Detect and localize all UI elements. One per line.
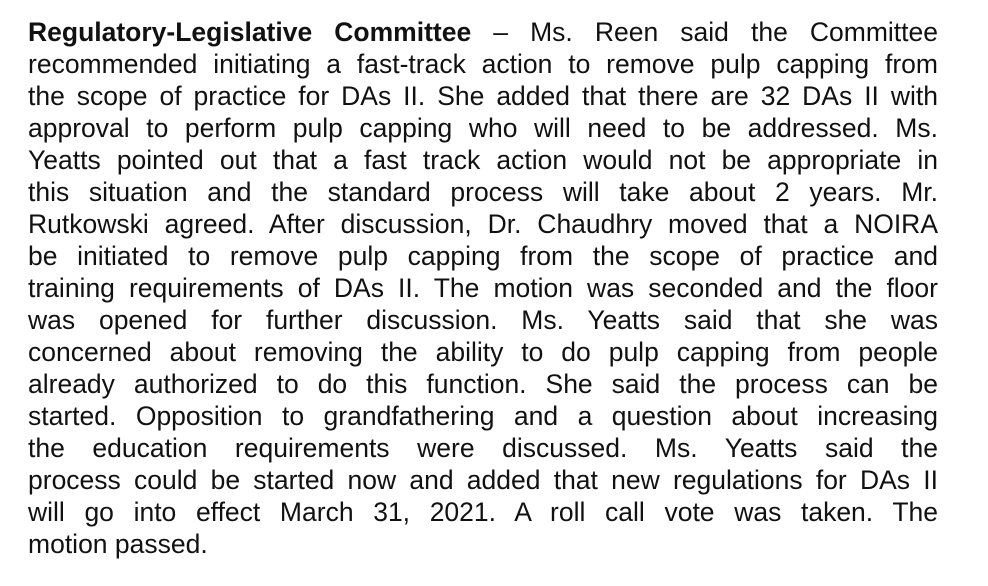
paragraph-line-7: Rutkowski agreed. After discussion, Dr. Chaudhry moved that a NOIRA (28, 209, 938, 239)
paragraph-line-15: process could be started now and added that new regulations for DAs II (28, 465, 938, 495)
paragraph-line-3: the scope of practice for DAs II. She added that there are 32 DAs II with (28, 81, 938, 111)
line-1-text: – Ms. Reen said the Committee (471, 17, 938, 47)
paragraph-line-11: concerned about removing the ability to do pulp capping from people (28, 337, 938, 367)
paragraph-line-16: will go into effect March 31, 2021. A roll call vote was taken. The (28, 497, 938, 527)
paragraph-line-8: be initiated to remove pulp capping from the scope of practice and (28, 241, 938, 271)
paragraph-line-6: this situation and the standard process will take about 2 years. Mr. (28, 177, 938, 207)
paragraph-line-1 (28, 16, 938, 48)
paragraph-line-14: the education requirements were discussed. Ms. Yeatts said the (28, 433, 938, 463)
document-paragraph (28, 16, 938, 560)
paragraph-line-2: recommended initiating a fast-track action to remove pulp capping from (28, 49, 938, 79)
paragraph-line-9: training requirements of DAs II. The motion was seconded and the floor (28, 273, 938, 303)
paragraph-line-5: Yeatts pointed out that a fast track action would not be appropriate in (28, 145, 938, 175)
committee-heading: Regulatory-Legislative Committee (28, 17, 472, 47)
paragraph-line-4: approval to perform pulp capping who will need to be addressed. Ms. (28, 113, 938, 143)
paragraph-line-10: was opened for further discussion. Ms. Yeatts said that she was (28, 305, 938, 335)
paragraph-line-12: already authorized to do this function. She said the process can be (28, 369, 938, 399)
paragraph-line-13: started. Opposition to grandfathering and a question about increasing (28, 401, 938, 431)
paragraph-line-17: motion passed. (28, 529, 208, 559)
